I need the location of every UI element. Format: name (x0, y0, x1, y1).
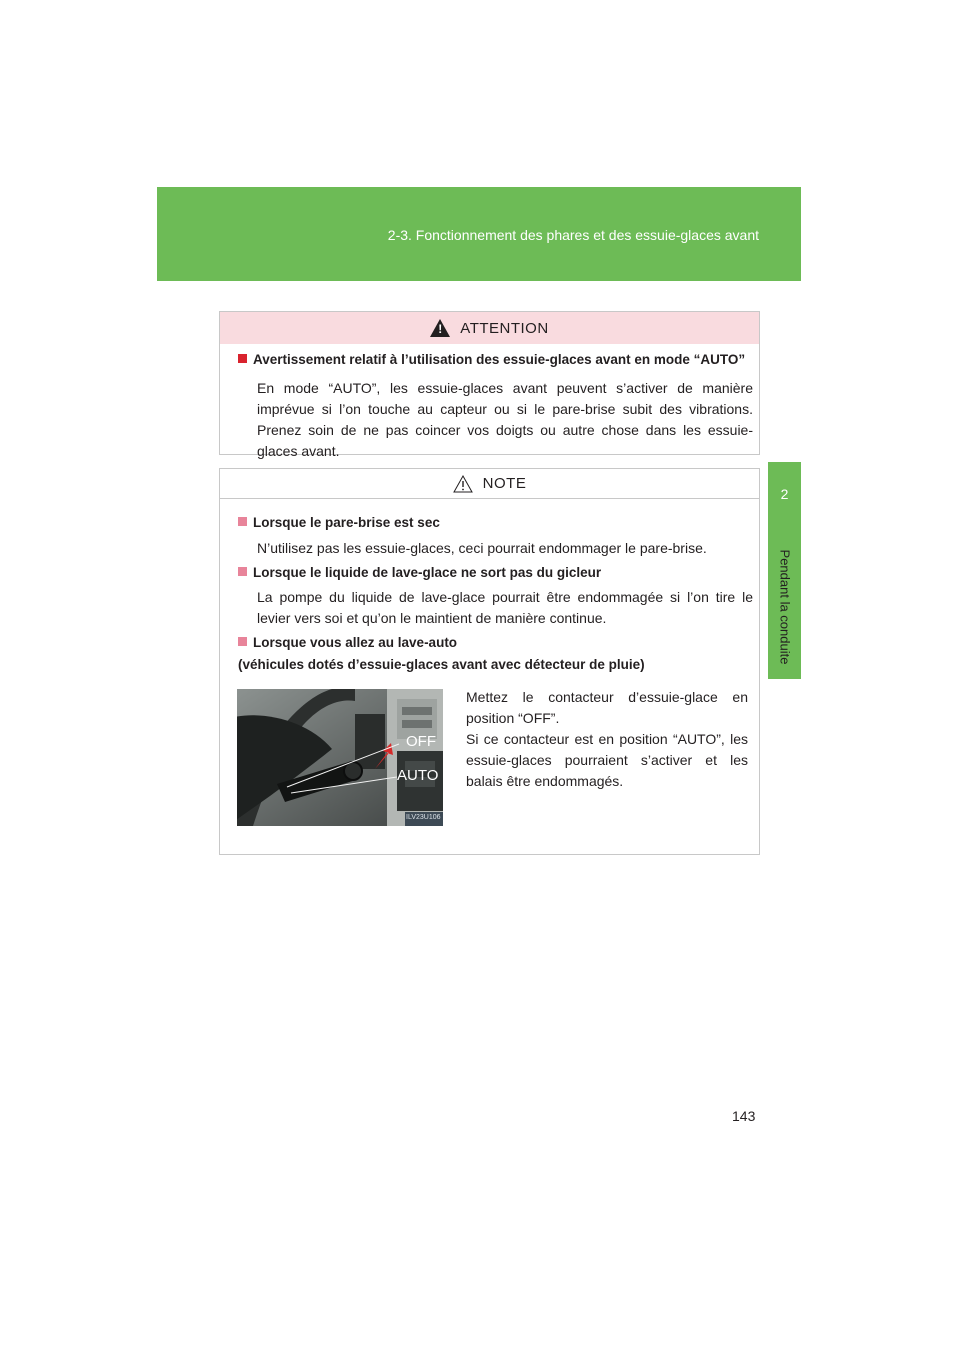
attention-item-title: Avertissement relatif à l’utilisation des essuie-glaces avant en mode “AUTO” (238, 350, 745, 369)
car-wash-instruction-1: Mettez le contacteur d’essuie-glace en position “OFF”. (466, 689, 748, 726)
note-item-body: N’utilisez pas les essuie-glaces, ceci pourrait endommager le pare-brise. (257, 540, 707, 556)
section-title: 2-3. Fonctionnement des phares et des essuie-glaces avant (387, 227, 759, 243)
chapter-label (770, 542, 800, 672)
off-label: OFF (406, 733, 436, 750)
wiper-switch-photo (237, 689, 443, 826)
square-bullet-icon (238, 637, 247, 646)
warning-icon (430, 319, 450, 337)
note-item-title: Lorsque le pare-brise est sec (238, 513, 440, 532)
auto-label: AUTO (397, 767, 439, 784)
note-item-body: La pompe du liquide de lave-glace pourrait être endommagée si l’on tire le levier vers soi et qu’on le maintient de manière continue. (257, 589, 753, 626)
square-bullet-icon (238, 517, 247, 526)
note-heading: NOTE (482, 475, 527, 492)
car-wash-instruction-2: Si ce contacteur est en position “AUTO”, les essuie-glaces pourraient s’activer et les balais être endommagés. (466, 731, 748, 789)
caution-icon (453, 475, 473, 493)
car-wash-instructions (466, 687, 748, 792)
note-item-title-line2: (véhicules dotés d’essuie-glaces avant avec détecteur de pluie) (238, 657, 645, 672)
attention-item-body: En mode “AUTO”, les essuie-glaces avant peuvent s’activer de manière imprévue si l’on touche au capteur ou si le pare-brise subit des vibrations. Prenez soin de ne pas coincer vos doigts ou autre chose dans les essuie-glaces avant. (257, 380, 753, 459)
note-item-title: Lorsque vous allez au lave-auto (238, 633, 457, 652)
chapter-number: 2 (780, 486, 789, 502)
attention-heading: ATTENTION (460, 319, 549, 337)
chapter-label-text: Pendant la conduite (777, 549, 793, 665)
note-item-title: Lorsque le liquide de lave-glace ne sort pas du gicleur (238, 563, 601, 582)
header-band (157, 187, 801, 281)
square-bullet-icon (238, 567, 247, 576)
note-header (220, 469, 759, 499)
page-number: 143 (732, 1108, 756, 1124)
attention-header (220, 312, 759, 344)
wiper-switch-illustration (237, 689, 443, 826)
square-bullet-icon (238, 354, 247, 363)
figure-code: ILV23U106 (406, 814, 441, 821)
